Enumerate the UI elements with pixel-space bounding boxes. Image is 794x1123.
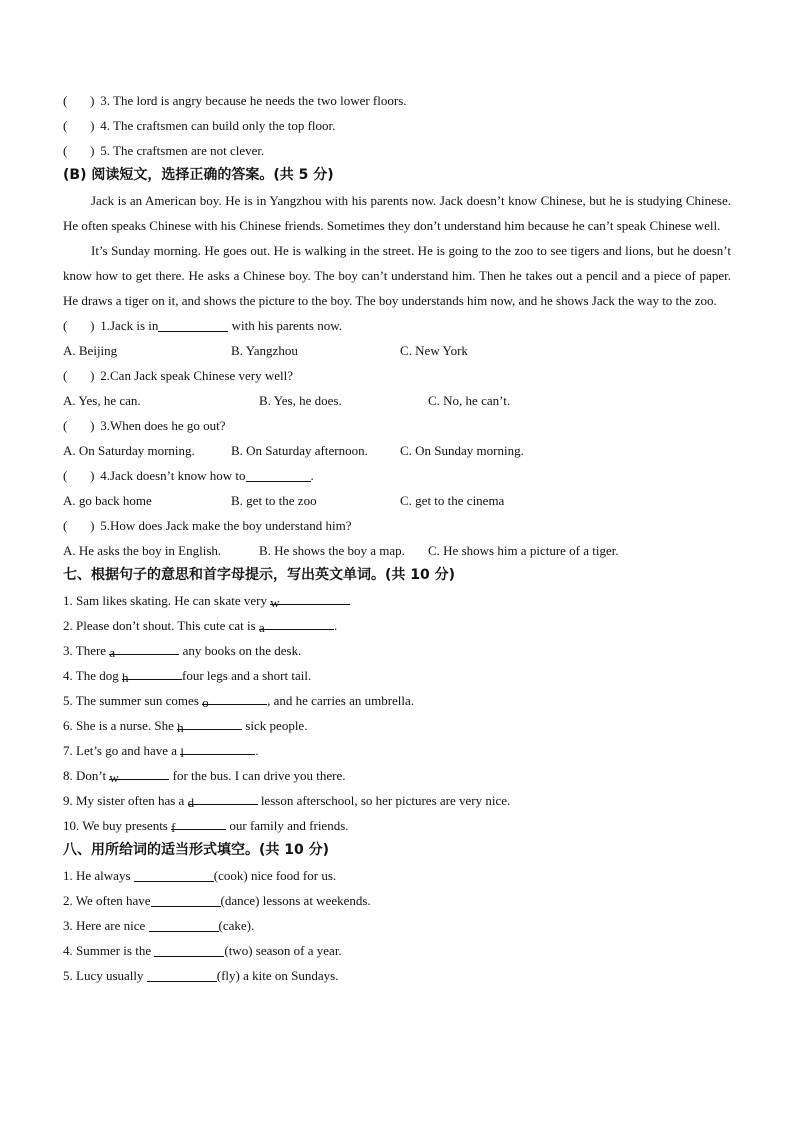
- word-item-7: 7. Let’s go and have a l .: [63, 738, 731, 763]
- answer-paren[interactable]: ( ): [63, 143, 95, 158]
- blank[interactable]: w: [109, 765, 169, 780]
- option-c[interactable]: C. New York: [400, 343, 468, 358]
- blank[interactable]: [147, 967, 217, 982]
- blank[interactable]: a: [109, 640, 179, 655]
- worksheet-content: [63, 88, 731, 988]
- form-item-3: 3. Here are nice (cake).: [63, 918, 255, 933]
- blank[interactable]: o: [202, 690, 267, 705]
- option-a[interactable]: A. On Saturday morning.: [63, 443, 195, 458]
- tf-item-5: [63, 138, 731, 163]
- tf-item-text: 3. The lord is angry because he needs the two lower floors.: [100, 93, 407, 108]
- word-item-4: 4. The dog h four legs and a short tail.: [63, 663, 731, 688]
- word-item-3: 3. There a any books on the desk.: [63, 638, 731, 663]
- option-a[interactable]: A. Beijing: [63, 343, 118, 358]
- section-b-heading: (B) 阅读短文，选择正确的答案。(共 5 分): [63, 167, 334, 183]
- form-item-1: 1. He always (cook) nice food for us.: [63, 868, 337, 883]
- option-a[interactable]: A. go back home: [63, 493, 152, 508]
- blank[interactable]: [154, 942, 224, 957]
- mc-question-1: ( ) 1.Jack is in with his parents now.: [63, 313, 731, 338]
- form-item-2: 2. We often have (dance) lessons at weekends.: [63, 893, 371, 908]
- tf-item-text: 4. The craftsmen can build only the top floor.: [100, 118, 336, 133]
- word-item-1: 1. Sam likes skating. He can skate very w: [63, 588, 731, 613]
- blank[interactable]: a: [259, 615, 334, 630]
- tf-item-text: 5. The craftsmen are not clever.: [100, 143, 265, 158]
- blank[interactable]: [151, 892, 221, 907]
- option-b[interactable]: B. get to the zoo: [231, 493, 317, 508]
- tf-item-3: [63, 88, 731, 113]
- option-c[interactable]: C. He shows him a picture of a tiger.: [428, 543, 619, 558]
- word-item-5: 5. The summer sun comes o , and he carries an umbrella.: [63, 688, 731, 713]
- mc-question-5: ( ) 5.How does Jack make the boy understand him?: [63, 513, 731, 538]
- answer-paren[interactable]: ( ): [63, 118, 95, 133]
- blank[interactable]: h: [177, 715, 242, 730]
- word-item-10: 10. We buy presents f our family and friends.: [63, 813, 731, 838]
- option-c[interactable]: C. No, he can’t.: [428, 393, 511, 408]
- form-item-5: 5. Lucy usually (fly) a kite on Sundays.: [63, 968, 339, 983]
- option-b[interactable]: B. He shows the boy a map.: [259, 543, 405, 558]
- section-7-heading: 七、根据句子的意思和首字母提示，写出英文单词。(共 10 分): [63, 567, 456, 583]
- blank[interactable]: d: [188, 790, 258, 805]
- mc-question-2: ( ) 2.Can Jack speak Chinese very well?: [63, 363, 731, 388]
- word-item-2: 2. Please don’t shout. This cute cat is a .: [63, 613, 731, 638]
- word-item-8: 8. Don’t w for the bus. I can drive you there.: [63, 763, 731, 788]
- mc-question-4: ( ) 4.Jack doesn’t know how to .: [63, 463, 731, 488]
- tf-item-4: [63, 113, 731, 138]
- answer-paren[interactable]: ( ): [63, 368, 95, 383]
- option-c[interactable]: C. get to the cinema: [400, 493, 505, 508]
- section-8-heading: 八、用所给词的适当形式填空。(共 10 分): [63, 842, 330, 858]
- mc-options-5: [63, 538, 731, 563]
- blank[interactable]: [149, 917, 219, 932]
- blank[interactable]: [134, 867, 214, 882]
- mc-options-1: [63, 338, 731, 363]
- option-a[interactable]: A. Yes, he can.: [63, 393, 141, 408]
- word-item-9: 9. My sister often has a d lesson afterschool, so her pictures are very nice.: [63, 788, 731, 813]
- option-b[interactable]: B. On Saturday afternoon.: [231, 443, 368, 458]
- option-c[interactable]: C. On Sunday morning.: [400, 443, 524, 458]
- mc-question-3: ( ) 3.When does he go out?: [63, 413, 731, 438]
- word-item-6: 6. She is a nurse. She h sick people.: [63, 713, 731, 738]
- option-a[interactable]: A. He asks the boy in English.: [63, 543, 222, 558]
- blank[interactable]: f: [171, 815, 226, 830]
- passage-paragraph-2: It’s Sunday morning. He goes out. He is walking in the street. He is going to the zoo to see tigers and lions, but he doesn’t know how to get there. He asks a Chinese boy. The boy can’t understand him. Then he takes out a pencil and a piece of paper. He draws a tiger on it, and shows the picture to the boy. The boy understands him now, and he shows Jack the way to the zoo.: [63, 243, 731, 308]
- answer-paren[interactable]: ( ): [63, 93, 95, 108]
- option-b[interactable]: B. Yangzhou: [231, 343, 298, 358]
- mc-options-3: [63, 438, 731, 463]
- answer-paren[interactable]: ( ): [63, 318, 95, 333]
- option-b[interactable]: B. Yes, he does.: [259, 393, 342, 408]
- blank[interactable]: [158, 317, 228, 332]
- answer-paren[interactable]: ( ): [63, 418, 95, 433]
- blank[interactable]: h: [122, 665, 182, 680]
- form-item-4: 4. Summer is the (two) season of a year.: [63, 943, 342, 958]
- passage-paragraph-1: Jack is an American boy. He is in Yangzhou with his parents now. Jack doesn’t know Chinese, but he is studying Chinese. He often speaks Chinese with his Chinese friends. Sometimes they don’t understand him because he can’t speak Chinese well.: [63, 193, 731, 233]
- answer-paren[interactable]: ( ): [63, 518, 95, 533]
- blank[interactable]: w: [270, 590, 350, 605]
- answer-paren[interactable]: ( ): [63, 468, 95, 483]
- blank[interactable]: l: [180, 740, 255, 755]
- blank[interactable]: [246, 467, 311, 482]
- mc-options-4: [63, 488, 731, 513]
- mc-options-2: [63, 388, 731, 413]
